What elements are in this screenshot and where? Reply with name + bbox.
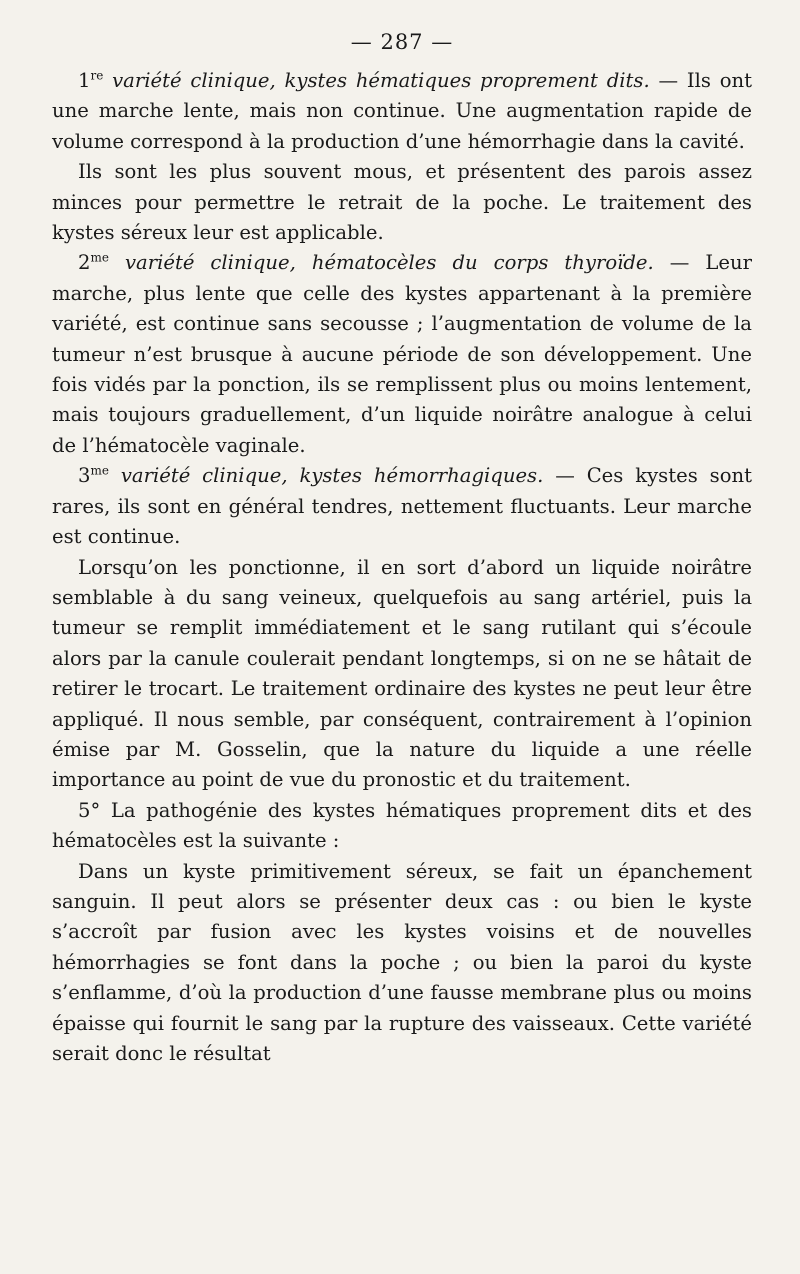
variety-number: 1 — [78, 69, 91, 92]
variety-title: variété clinique, kystes hématiques proprement dits. — [103, 69, 650, 92]
body-text — [52, 66, 752, 1069]
paragraph-variety-1 — [52, 66, 752, 157]
page-number: — 287 — — [350, 30, 454, 54]
paragraph-pathogenie: 5° La pathogénie des kystes hématiques proprement dits et des hématocèles est la suivante : — [52, 798, 752, 853]
ordinal-suffix: me — [90, 463, 109, 478]
paragraph-text: — Leur marche, plus lente que celle des kystes appartenant à la première variété, est continue sans secousse ; l’augmentation de volume de la tumeur n’est brusque à aucune période de son développement. Une fois vidés par la ponction, ils se remplissent plus ou moins lentement, mais toujours graduellement, d’un liquide noirâtre analogue à celui de l’hématocèle vaginale. — [52, 251, 752, 457]
paragraph: Lorsqu’on les ponctionne, il en sort d’abord un liquide noirâtre semblable à du sang veineux, quelquefois au sang artériel, puis la tumeur se remplit immédiatement et le sang rutilant qui s’écoule alors par la canule coulerait pendant longtemps, si on ne se hâtait de retirer le trocart. Le traitement ordinaire des kystes ne peut leur être appliqué. Il nous semble, par conséquent, contrairement à l’opinion émise par M. Gosselin, que la nature du liquide a une réelle importance au point de vue du pronostic et du traitement. — [52, 555, 752, 792]
ordinal-suffix: re — [90, 68, 104, 83]
variety-title: variété clinique, hématocèles du corps thyroïde. — [108, 251, 654, 275]
variety-title: variété clinique, kystes hémorrhagiques. — [108, 464, 544, 488]
paragraph-variety-2 — [52, 248, 752, 461]
ordinal-suffix: me — [90, 250, 109, 265]
paragraph: Dans un kyste primitivement séreux, se fait un épanchement sanguin. Il peut alors se présenter deux cas : ou bien le kyste s’accroît par fusion avec les kystes voisins et de nouvelles hémorrhagies se font dans la poche ; ou bien la paroi du kyste s’enflamme, d’où la production d’une fausse membrane plus ou moins épaisse qui fournit le sang par la rupture des vaisseaux. Cette variété serait donc le résultat — [52, 859, 752, 1065]
paragraph-text: — Ils ont une marche lente, mais non continue. Une augmentation rapide de volume correspond à la production d’une hémorrhagie dans la cavité. — [52, 69, 752, 153]
paragraph-variety-3 — [52, 461, 752, 552]
paragraph: Ils sont les plus souvent mous, et présentent des parois assez minces pour permettre le retrait de la poche. Le traitement des kystes séreux leur est applicable. — [52, 160, 752, 245]
variety-number: 2 — [78, 251, 91, 275]
variety-number: 3 — [78, 464, 91, 488]
paragraph-text: — Ces kystes sont rares, ils sont en général tendres, nettement fluctuants. Leur marche est continue. — [52, 464, 752, 549]
